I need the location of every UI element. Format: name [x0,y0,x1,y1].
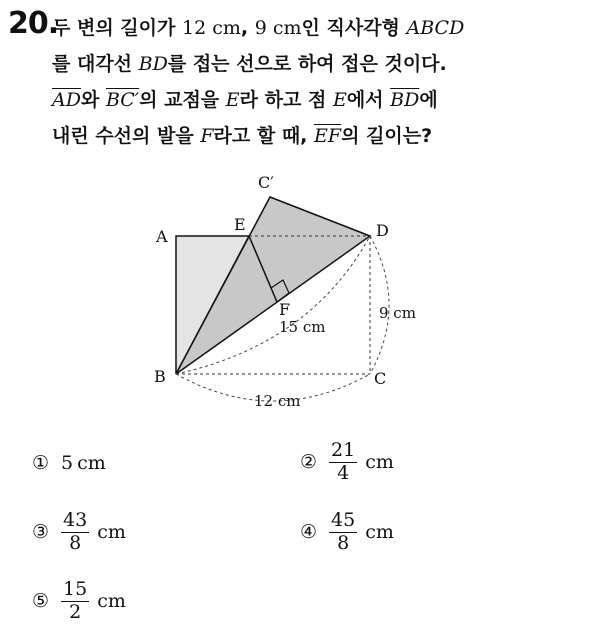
choice-2[interactable] [300,440,394,485]
stem-comma: , [240,17,249,39]
stem-text: 를 대각선 [52,53,133,75]
problem-number: 20. [8,6,59,41]
fraction-numerator: 21 [331,439,356,461]
fraction-denominator: 8 [337,531,350,554]
choice-marker: ④ [300,521,318,544]
choice-5[interactable] [32,579,126,624]
stem-text: 의 교점을 [139,89,220,111]
stem-length-9: 9 cm [254,17,302,39]
choice-unit: cm [365,451,394,474]
choice-value: 5 [61,452,74,474]
label-e: E [234,215,246,234]
stem-text: 인 직사각형 [301,17,400,39]
stem-segment-ad: $\overline{AD}$ [52,89,81,111]
stem-text: 라 하고 점 [239,89,327,111]
stem-math-f: F [200,125,214,147]
label-b: B [154,367,166,386]
fraction-numerator: 45 [331,509,356,531]
label-c: C [374,369,387,388]
stem-line-3 [52,82,592,118]
stem-text: 를 접는 선으로 하여 접은 것이다. [167,53,447,75]
stem-segment-bd: $\overline{BD}$ [390,89,420,111]
stem-segment-ef: $\overline{EF}$ [314,125,342,147]
stem-text: 에서 [346,89,384,111]
stem-math-e: E [332,89,347,111]
choice-marker: ⑤ [32,590,50,613]
stem-line-2 [52,46,592,82]
stem-line-4 [52,118,592,154]
fraction-denominator: 4 [337,461,350,484]
stem-line-1 [52,10,592,46]
stem-math-e: E [225,89,240,111]
length-label-bc: 12 cm [254,392,301,410]
stem-text: 라고 할 때, [213,125,308,147]
choice-marker: ① [32,452,50,474]
label-d: D [376,221,389,240]
choice-unit: cm [97,521,126,544]
choice-fraction [61,510,89,555]
choice-1[interactable] [32,452,106,474]
label-c-prime: C′ [258,173,274,192]
fraction-denominator: 2 [69,600,82,623]
stem-math-abcd: ABCD [406,17,465,39]
choice-unit: cm [365,521,394,544]
stem-segment-bc-prime: BC′ [105,89,140,111]
fraction-numerator: 43 [63,509,88,531]
fraction-denominator: 8 [69,531,82,554]
fold-diagram [140,170,440,420]
stem-text: 와 [80,89,100,111]
label-f: F [279,300,291,319]
label-a: A [156,227,168,246]
choice-fraction [329,510,357,555]
fraction-numerator: 15 [63,578,88,600]
choice-unit: cm [97,590,126,613]
choice-marker: ③ [32,521,50,544]
choice-unit: cm [77,452,106,474]
choice-3[interactable] [32,510,126,555]
choice-fraction [61,579,89,624]
stem-text: 두 변의 길이가 [52,17,176,39]
choice-fraction [329,440,357,485]
choice-marker: ② [300,451,318,474]
stem-text: 에 [419,89,438,111]
stem-text: 의 길이는? [341,125,433,147]
stem-math-bd: BD [138,53,168,75]
problem-stem [52,10,592,154]
choice-4[interactable] [300,510,394,555]
length-label-dc: 9 cm [379,304,416,322]
stem-text: 내린 수선의 발을 [52,125,194,147]
stem-length-12: 12 cm [181,17,241,39]
length-label-bd: 15 cm [279,318,326,336]
